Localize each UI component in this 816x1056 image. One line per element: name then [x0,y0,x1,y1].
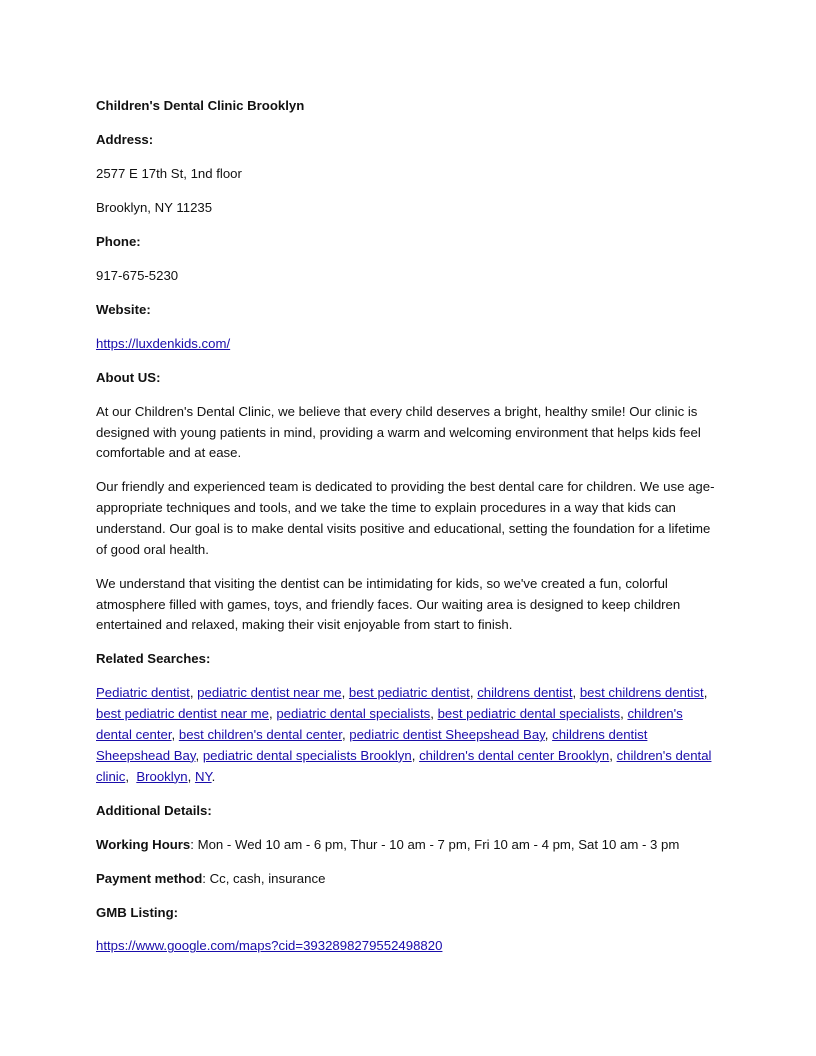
additional-details-label: Additional Details: [96,802,212,818]
address-line-1: 2577 E 17th St, 1nd floor [96,165,242,181]
related-link[interactable]: Brooklyn [136,768,188,784]
payment-method-label: Payment method [96,870,203,886]
website-label: Website: [96,301,151,317]
document-title: Children's Dental Clinic Brooklyn [96,98,305,113]
about-label: About US: [96,369,161,385]
about-paragraph-1: At our Children's Dental Clinic, we believe that every child deserves a bright, healthy smile! Our clinic is designed with young patients in mind, providing a warm and welcoming environment that helps kids feel comfortable and at ease. [96,403,701,461]
working-hours-line [96,835,720,856]
related-link[interactable]: best pediatric dentist near me [96,706,269,722]
related-link[interactable]: best pediatric dental specialists [437,706,621,722]
related-link[interactable]: childrens dentist [477,685,573,701]
gmb-paragraph [96,936,720,957]
working-hours-value: : Mon - Wed 10 am - 6 pm, Thur - 10 am - 7 pm, Fri 10 am - 4 pm, Sat 10 am - 3 pm [190,836,680,852]
related-link[interactable]: children's dental center Brooklyn [419,747,610,763]
related-link[interactable]: childrens dentist Sheepshead Bay [96,726,648,763]
payment-method-value: : Cc, cash, insurance [202,870,326,886]
website-paragraph [96,334,720,355]
related-link[interactable]: Pediatric dentist [96,685,190,701]
phone-value: 917-675-5230 [96,267,179,283]
about-paragraph-2: Our friendly and experienced team is dedicated to providing the best dental care for children. We use age-appropriate techniques and tools, and we take the time to explain procedures in a way that kids can understand. Our goal is to make dental visits positive and educational, setting the foundation for a lifetime of good oral health. [96,479,715,557]
related-link[interactable]: pediatric dental specialists Brooklyn [202,747,412,763]
payment-method-line [96,869,720,890]
related-link[interactable]: pediatric dentist near me [197,685,342,701]
website-link[interactable]: https://luxdenkids.com/ [96,335,231,351]
related-link[interactable]: children's dental center [96,706,683,742]
related-link[interactable]: pediatric dental specialists [276,706,431,722]
related-link[interactable]: best children's dental center [178,726,342,742]
related-link[interactable]: best childrens dentist [579,685,704,701]
address-label: Address: [96,131,154,147]
related-searches-links: Pediatric dentist, pediatric dentist near me, best pediatric dentist, childrens dentist, best childrens dentist, best pediatric dentist near me, pediatric dental specialists, best pediatric dental specialists, children's dental center, best children's dental center, pediatric dentist Sheepshead Bay, childrens dentist Sheepshead Bay, pediatric dental specialists Brooklyn, children's dental center Brooklyn, children's dental clinic, Brooklyn, NY. [96,685,712,784]
document-body [96,96,720,970]
gmb-link[interactable]: https://www.google.com/maps?cid=3932898279552498820 [96,938,443,954]
related-link[interactable]: pediatric dentist Sheepshead Bay [349,726,545,742]
related-searches-label: Related Searches: [96,651,211,667]
address-line-2: Brooklyn, NY 11235 [96,199,213,215]
related-link[interactable]: children's dental clinic [96,747,712,784]
phone-label: Phone: [96,233,141,249]
related-link[interactable]: NY [194,768,212,784]
related-link[interactable]: best pediatric dentist [348,685,470,701]
about-paragraph-3: We understand that visiting the dentist can be intimidating for kids, so we've created a fun, colorful atmosphere filled with games, toys, and friendly faces. Our waiting area is designed to keep children entertained and relaxed, making their visit enjoyable from start to finish. [96,575,681,633]
working-hours-label: Working Hours [96,836,191,852]
gmb-listing-label: GMB Listing: [96,904,179,920]
